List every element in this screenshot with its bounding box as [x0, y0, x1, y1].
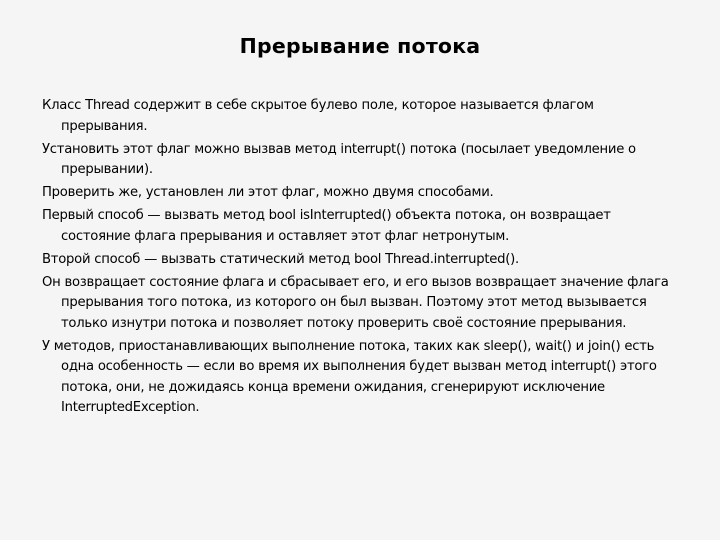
slide-title: Прерывание потока [239, 34, 481, 58]
paragraph-blocking-methods: У методов, приостанавливающих выполнение потока, таких как sleep(), wait() и join() есть одна особенность — если во время их выполнения будет вызван метод interrupt() этого потока, они, не дожидаясь конца времени ожидания, сгенерируют исключение InterruptedException. [42, 338, 657, 415]
paragraph-check-flag: Проверить же, установлен ли этот флаг, можно двумя способами. [42, 185, 494, 200]
paragraph-first-way: Первый способ — вызвать метод bool isInterrupted() объекта потока, он возвращает состояние флага прерывания и оставляет этот флаг нетронутым. [42, 208, 611, 244]
paragraph-set-flag: Установить этот флаг можно вызвав метод interrupt() потока (посылает уведомление о прерывании). [42, 141, 636, 177]
paragraph-second-way: Второй способ — вызвать статический метод bool Thread.interrupted(). [42, 251, 519, 267]
paragraph-static-method-details: Он возвращает состояние флага и сбрасывает его, и его вызов возвращает значение флага прерывания того потока, из которого он был вызван. Поэтому этот метод вызывается только изнутри потока и позволяет потоку проверить своё состояние прерывания. [42, 274, 669, 331]
slide-body [42, 96, 682, 421]
paragraph-hidden-flag: Класс Thread содержит в себе скрытое булево поле, которое называется флагом прерывания. [42, 98, 594, 134]
